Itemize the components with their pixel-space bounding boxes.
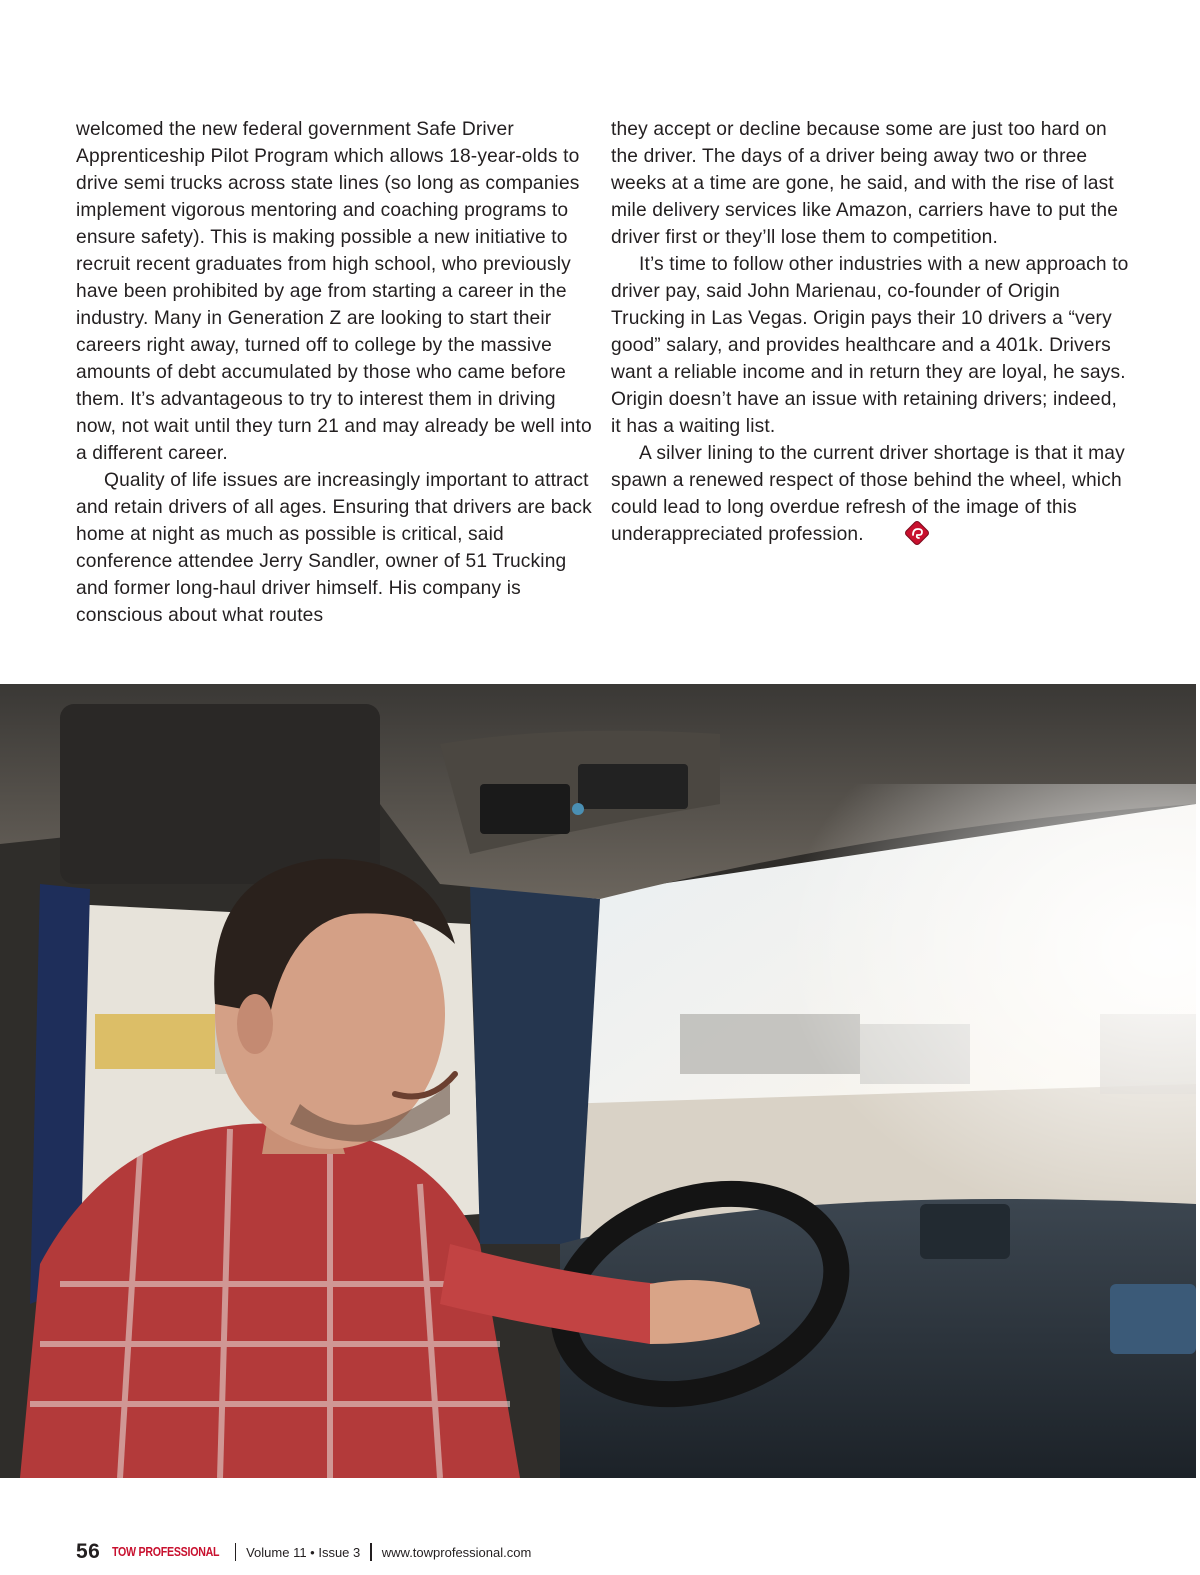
paragraph-text: A silver lining to the current driver shortage is that it may spawn a renewed respect of those behind the wheel, which could lead to long overdue refresh of the image of this underappreciated profession.: [611, 443, 1125, 545]
website-link[interactable]: www.towprofessional.com: [381, 1544, 532, 1560]
article-column-left: [76, 116, 596, 629]
paragraph: It’s time to follow other industries with a new approach to driver pay, said John Marienau, co-founder of Origin Trucking in Las Vegas. Origin pays their 10 drivers a “very good” salary, and provides healthcare and a 401k. Drivers want a reliable income and in return they are loyal, he says. Origin doesn’t have an issue with retaining drivers; indeed, it has a waiting list.: [611, 254, 1129, 437]
paragraph: Quality of life issues are increasingly important to attract and retain drivers of all ages. Ensuring that drivers are back home at night as much as possible is critical, said conference attendee Jerry Sandler, owner of 51 Trucking and former long-haul driver himself. His company is conscious about what routes: [76, 470, 592, 626]
paragraph: they accept or decline because some are just too hard on the driver. The days of a driver being away two or three weeks at a time are gone, he said, and with the rise of last mile delivery services like Amazon, carriers have to put the driver first or they’ll lose them to competition.: [611, 119, 1119, 248]
issue-info: Volume 11 • Issue 3: [246, 1544, 361, 1560]
divider: [370, 1543, 372, 1561]
tow-hook-end-icon: [876, 520, 902, 546]
divider: [235, 1543, 237, 1561]
article-column-right: [611, 116, 1131, 548]
magazine-name: TOW PROFESSIONAL: [112, 1545, 220, 1559]
page-number: 56: [76, 1540, 101, 1563]
paragraph: [611, 440, 1131, 548]
truck-driver-photo: [0, 684, 1196, 1478]
paragraph: welcomed the new federal government Safe Driver Apprenticeship Pilot Program which allows 18-year-olds to drive semi trucks across state lines (so long as companies implement vigorous mentoring and coaching programs to ensure safety). This is making possible a new initiative to recruit recent graduates from high school, who previously have been prohibited by age from starting a career in the industry. Many in Generation Z are looking to start their careers right away, turned off to college by the massive amounts of debt accumulated by those who came before them. It’s advantageous to try to interest them in driving now, not wait until they turn 21 and may already be well into a different career.: [76, 119, 592, 464]
page-footer: [76, 1538, 531, 1566]
